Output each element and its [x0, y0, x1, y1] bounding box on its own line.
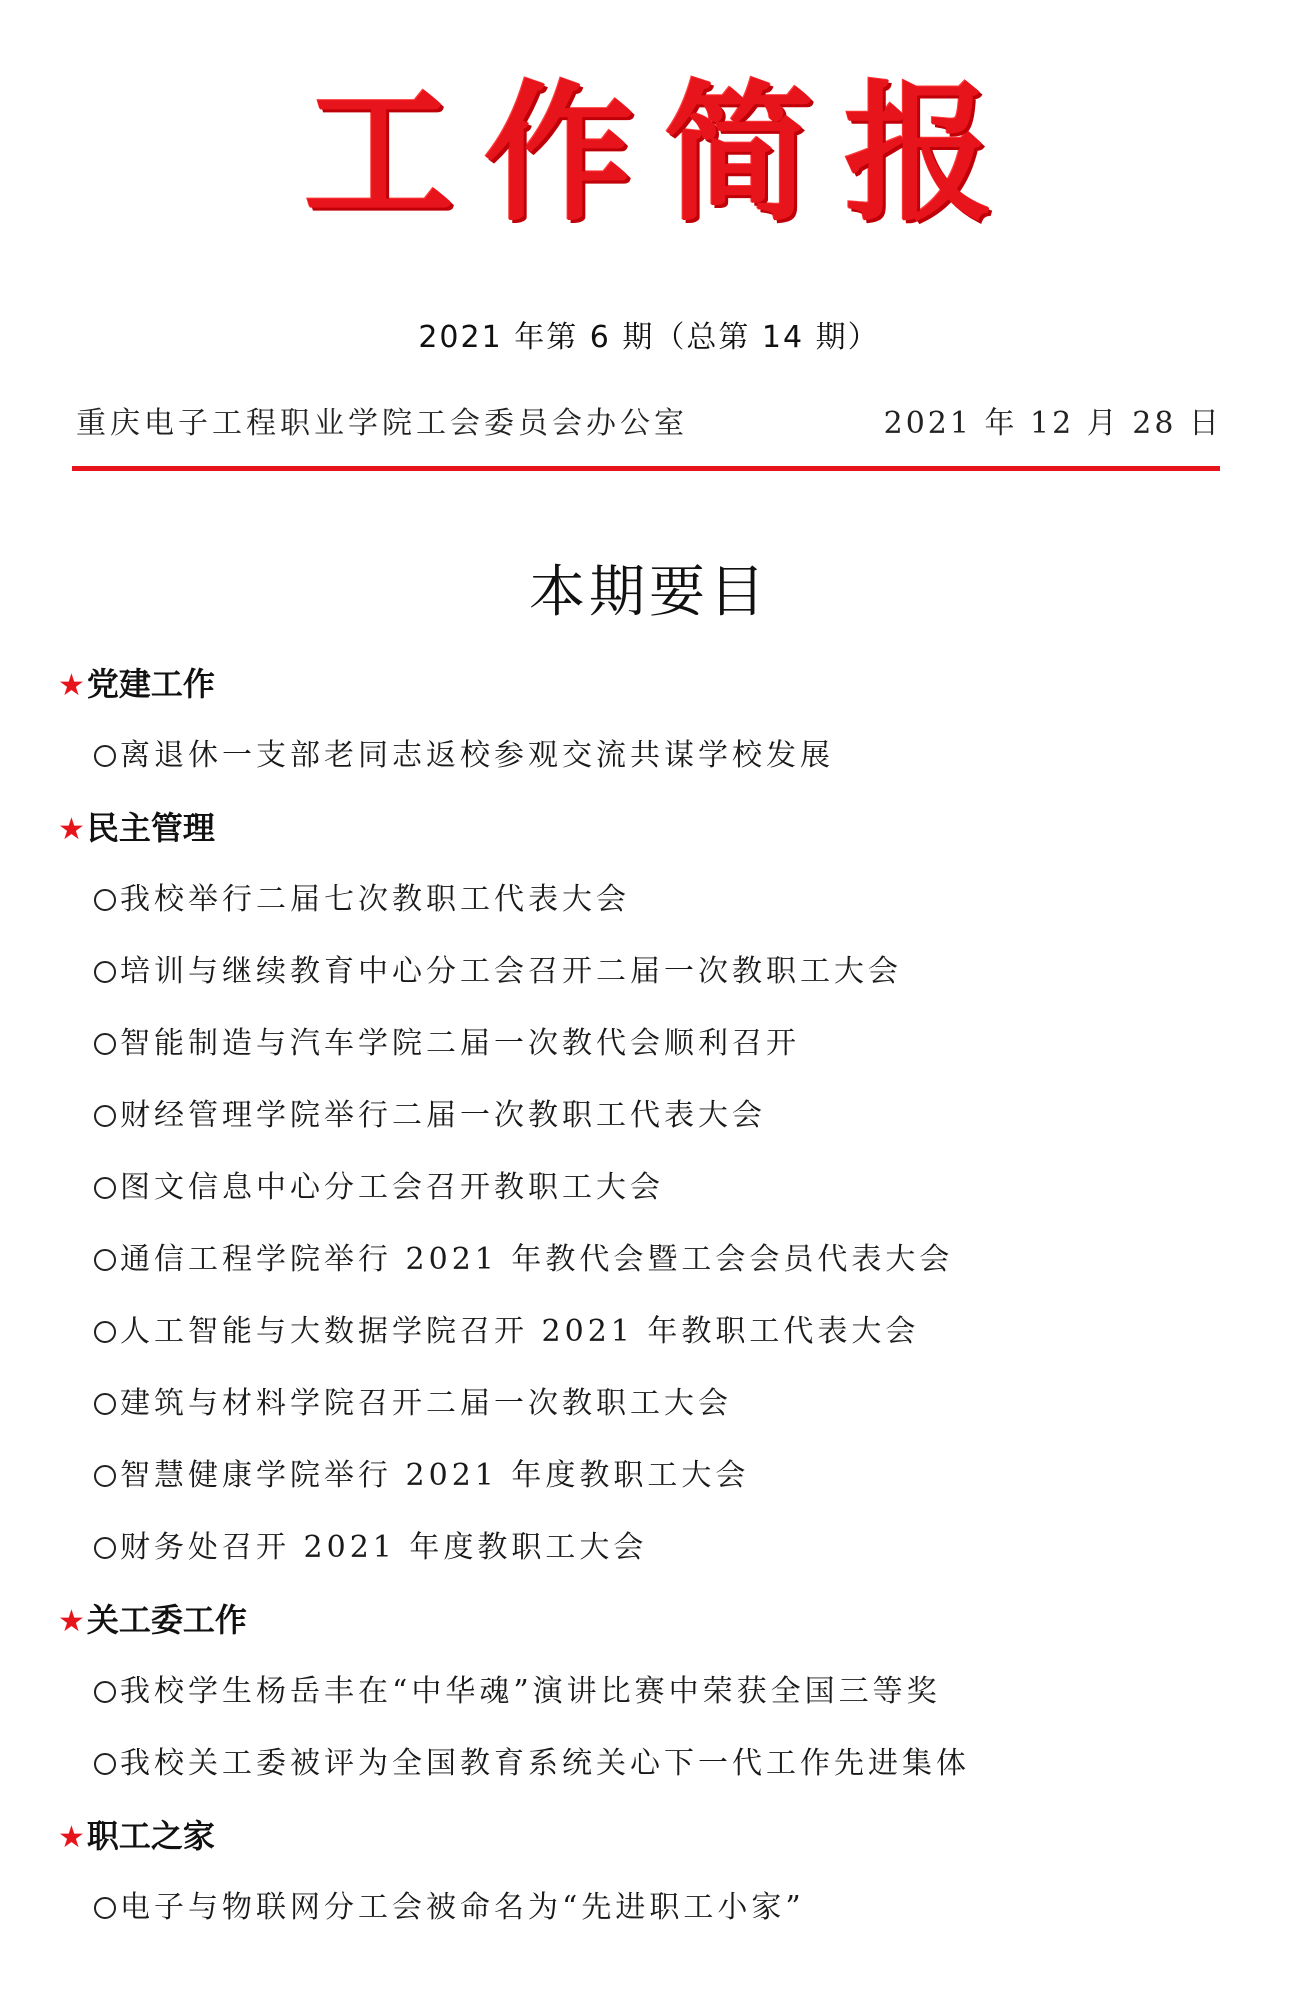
star-icon: ★ — [58, 1604, 85, 1639]
circle-bullet-icon — [94, 1177, 116, 1199]
toc-item — [58, 1008, 1238, 1080]
publisher-office: 重庆电子工程职业学院工会委员会办公室 — [76, 406, 688, 441]
section-heading-label: 职工之家 — [86, 1817, 215, 1855]
toc-item-label: 离退休一支部老同志返校参观交流共谋学校发展 — [120, 738, 834, 773]
star-icon: ★ — [58, 668, 85, 703]
toc-item-label: 我校学生杨岳丰在“中华魂”演讲比赛中荣获全国三等奖 — [120, 1674, 941, 1709]
circle-bullet-icon — [94, 889, 116, 911]
section-heading-label: 民主管理 — [86, 809, 215, 847]
section-heading — [58, 792, 1238, 864]
section-heading-label: 党建工作 — [86, 665, 215, 703]
masthead-title: 工作简报 — [303, 68, 1024, 242]
toc-item-label: 人工智能与大数据学院召开 2021 年教职工代表大会 — [120, 1314, 920, 1349]
section-heading — [58, 648, 1238, 720]
toc-item — [58, 936, 1238, 1008]
circle-bullet-icon — [94, 1681, 116, 1703]
star-icon: ★ — [58, 812, 85, 847]
section-heading — [58, 1584, 1238, 1656]
toc-item-label: 财务处召开 2021 年度教职工大会 — [120, 1530, 648, 1565]
circle-bullet-icon — [94, 1753, 116, 1775]
toc-item-label: 智能制造与汽车学院二届一次教代会顺利召开 — [120, 1026, 800, 1061]
header-divider — [72, 466, 1220, 471]
circle-bullet-icon — [94, 1321, 116, 1343]
toc-item-label: 财经管理学院举行二届一次教职工代表大会 — [120, 1098, 766, 1133]
toc-item-label: 电子与物联网分工会被命名为“先进职工小家” — [120, 1890, 805, 1925]
star-icon: ★ — [58, 1820, 85, 1855]
toc-item — [58, 1872, 1238, 1944]
toc-item-label: 我校关工委被评为全国教育系统关心下一代工作先进集体 — [120, 1746, 970, 1781]
toc-item — [58, 1512, 1238, 1584]
toc-item-label: 通信工程学院举行 2021 年教代会暨工会会员代表大会 — [120, 1242, 954, 1277]
toc-item — [58, 1152, 1238, 1224]
toc-item — [58, 1728, 1238, 1800]
toc-item-label: 培训与继续教育中心分工会召开二届一次教职工大会 — [120, 954, 902, 989]
toc-item — [58, 1296, 1238, 1368]
publish-date: 2021 年 12 月 28 日 — [883, 406, 1222, 441]
toc-item — [58, 1224, 1238, 1296]
circle-bullet-icon — [94, 745, 116, 767]
toc-item-label: 图文信息中心分工会召开教职工大会 — [120, 1170, 664, 1205]
section-heading-label: 关工委工作 — [86, 1601, 247, 1639]
toc-item-label: 建筑与材料学院召开二届一次教职工大会 — [120, 1386, 732, 1421]
circle-bullet-icon — [94, 1105, 116, 1127]
circle-bullet-icon — [94, 1033, 116, 1055]
table-of-contents — [58, 648, 1238, 1944]
toc-item-label: 我校举行二届七次教职工代表大会 — [120, 882, 630, 917]
circle-bullet-icon — [94, 1537, 116, 1559]
toc-title: 本期要目 — [529, 560, 769, 625]
toc-item — [58, 1080, 1238, 1152]
toc-item — [58, 864, 1238, 936]
circle-bullet-icon — [94, 1897, 116, 1919]
toc-item — [58, 1368, 1238, 1440]
section-heading — [58, 1800, 1238, 1872]
circle-bullet-icon — [94, 961, 116, 983]
issue-number: 2021 年第 6 期（总第 14 期） — [418, 320, 880, 355]
toc-item — [58, 720, 1238, 792]
toc-item-label: 智慧健康学院举行 2021 年度教职工大会 — [120, 1458, 750, 1493]
toc-item — [58, 1656, 1238, 1728]
circle-bullet-icon — [94, 1393, 116, 1415]
circle-bullet-icon — [94, 1249, 116, 1271]
circle-bullet-icon — [94, 1465, 116, 1487]
toc-item — [58, 1440, 1238, 1512]
